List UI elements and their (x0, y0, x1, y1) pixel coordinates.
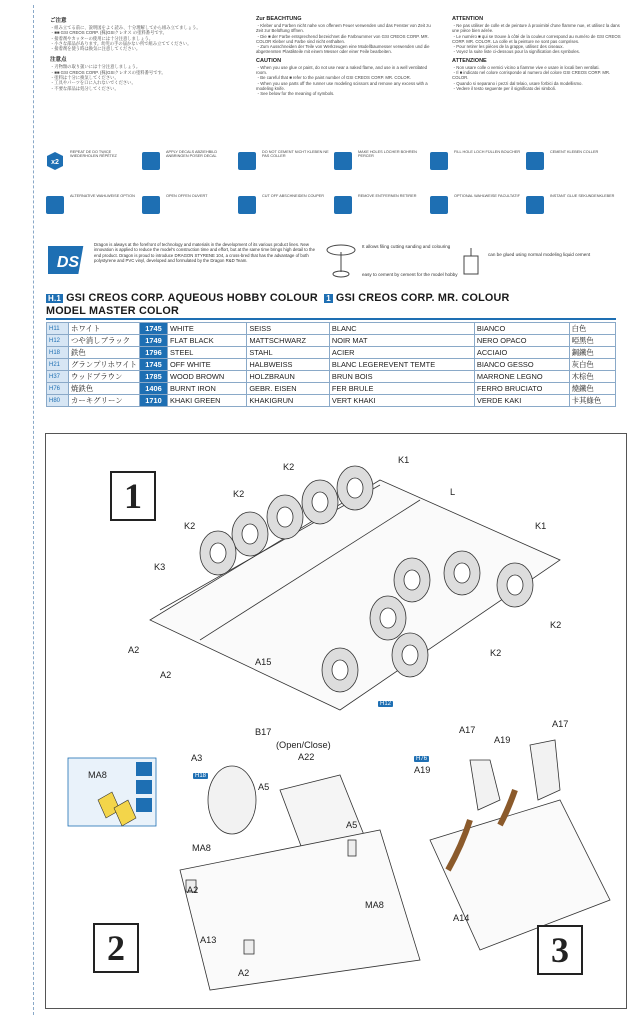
caution-title-en: CAUTION (256, 57, 282, 64)
part-k2: K2 (490, 648, 502, 658)
paint-cell-it: BIANCO GESSO (474, 359, 569, 371)
model-master-title: MODEL MASTER COLOR (46, 305, 616, 320)
road-wheel-hub (507, 575, 523, 595)
paint-cell-jp: つや消しブラック (69, 335, 140, 347)
paint-cell-fr: BRUN BOIS (329, 371, 474, 383)
paint-cell-jp: グランプリホワイト (69, 359, 140, 371)
paint-cell-it: FERRO BRUCIATO (474, 383, 569, 395)
banner-note-2: easy to cement by cement for the model hobby (362, 272, 458, 277)
part-k3: K3 (154, 562, 166, 572)
aqueous-badge: H.1 (48, 294, 62, 303)
road-wheel-hub (347, 478, 363, 498)
paint-cell-en: WHITE (168, 323, 247, 335)
notice-title-de: Zur BEACHTUNG (256, 16, 302, 22)
paint-cell-en: STEEL (168, 347, 247, 359)
paint-cell-fr: VERT KHAKI (329, 395, 474, 407)
paint-cell-num: 1785 (140, 371, 168, 383)
part-a2: A2 (187, 885, 199, 895)
mr-colour-badge: 1 (326, 294, 331, 303)
part-ma8: MA8 (365, 900, 384, 910)
paint-cell-cn: 白色 (569, 323, 615, 335)
part-a2: A2 (160, 670, 172, 680)
paint-tag-h76: H76 (416, 756, 428, 762)
paint-cell-num: 1710 (140, 395, 168, 407)
part-k2: K2 (283, 462, 295, 472)
banner-note-3: can be glued using normal modeling liquid cement (488, 252, 591, 257)
paint-cell-it: VERDE KAKI (474, 395, 569, 407)
road-wheel-hub (312, 492, 328, 512)
paint-cell-jp: ホワイト (69, 323, 140, 335)
paint-cell-cn: 啞黑色 (569, 335, 615, 347)
paint-cell-ref: H11 (47, 323, 69, 335)
paint-cell-de: MATTSCHWARZ (247, 335, 330, 347)
paint-cell-en: BURNT IRON (168, 383, 247, 395)
part-a5: A5 (258, 782, 270, 792)
paint-cell-de: HOLZBRAUN (247, 371, 330, 383)
part-ma8: MA8 (88, 770, 107, 780)
part-a17: A17 (459, 725, 476, 735)
caution-title-jp: 注意点 (50, 57, 67, 64)
paint-cell-jp: 鉄色 (69, 347, 140, 359)
paint-cell-de: HALBWEISS (247, 359, 330, 371)
road-wheel-hub (242, 524, 258, 544)
paint-cell-fr: BLANC (329, 323, 474, 335)
notice-column-de: Zur BEACHTUNG ・Kleber und Farben nicht nahe von offenem Feuer verwenden und das Fenster von Zeit zu Zeit zur Belüftung öffnen. ・Die ■ der Farbe entsprechend bezeichnet die Farbnummer von GSI CREOS CORP. MR. COLOR Kleber und Farbe sind nicht enthalten. ・Zum Ausschneiden der Teile von Werkzeugen eine Modellbaumesser verwenden und die abgetrennten Plastikteile mit einem Messer oder einer Feile bearbeiten. CAUTION ・When you use glue or paint, do not use near a naked flame, and use in a well ventilated room. ・Be careful that ■ refer to the paint number of GSI CREOS CORP. MR. COLOR. ・When you use parts off the runner use modeling scissors and remove any excess with a modeling knife. ・See below for the meaning of symbols. (256, 16, 431, 97)
notice-column-jp: ご注意 ・組み立てる前に、説明図をよく読み、十分理解してから組み立てましょう。 ・■■ GSI CREOS CORP. (株)GSIクレオス の塗料番号です。 ・接着剤やカッターの使用には十分注意しましょう。 ・小さな部品があります。幼児の手の届かない所で組み立ててください。 ・接着剤を使う時は換気に注意してください。 注意点 ・刃物類の取り扱いには十分注意しましょう。 ・■■ GSI CREOS CORP. (株)GSIクレオスの塗料番号です。 ・塗料は十分に換気してください。 ・工具やパーツを口に入れないでください。 ・不要な部品は処分してください。 (50, 16, 225, 91)
banner-text: Dragon is always at the forefront of technology and materials in the development of its various product lines. New innovation is applied to reduce the model's construction time and effort, but at the same time brings high detail to the end product. Dragon is proud to introduce DRAGON STYRENE 104, a cross-bred that has the advantage of both polystyrene and PVC vinyl, developed and formulated by the Dragon R&D Team. (94, 242, 315, 264)
part-a22: A22 (298, 752, 315, 762)
paint-cell-ref: H18 (47, 347, 69, 359)
paint-cell-fr: FER BRULE (329, 383, 474, 395)
paint-cell-fr: ACIER (329, 347, 474, 359)
part-a14: A14 (453, 913, 470, 923)
paint-cell-de: GEBR. EISEN (247, 383, 330, 395)
part-a2: A2 (128, 645, 140, 655)
road-wheel-hub (332, 660, 348, 680)
part-k2: K2 (550, 620, 562, 630)
road-wheel-hub (402, 645, 418, 665)
paint-cell-cn: 木棕色 (569, 371, 615, 383)
paint-cell-cn: 卡其綠色 (569, 395, 615, 407)
paint-cell-num: 1749 (140, 335, 168, 347)
banner-note-1: It allows filing cutting sanding and colouring (362, 244, 451, 249)
paint-cell-de: KHAKIGRUN (247, 395, 330, 407)
part-a3: A3 (191, 753, 203, 763)
part-a2: A2 (238, 968, 250, 978)
paint-cell-num: 1796 (140, 347, 168, 359)
paint-cell-num: 1745 (140, 323, 168, 335)
paint-cell-ref: H76 (47, 383, 69, 395)
paint-cell-it: MARRONE LEGNO (474, 371, 569, 383)
step-1-number: 1 (110, 471, 156, 521)
paint-tag-h12: H12 (380, 701, 392, 707)
paint-cell-jp: 焼鉄色 (69, 383, 140, 395)
paint-cell-cn: 灰白色 (569, 359, 615, 371)
part-a13: A13 (200, 935, 217, 945)
paint-cell-it: BIANCO (474, 323, 569, 335)
paint-cell-de: SEISS (247, 323, 330, 335)
part-a15: A15 (255, 657, 272, 667)
part-k2: K2 (233, 489, 245, 499)
paint-cell-ref: H12 (47, 335, 69, 347)
caution-title-it: ATTENZIONE (452, 57, 487, 64)
part-k2: K2 (184, 521, 196, 531)
road-wheel-hub (404, 570, 420, 590)
paint-cell-num: 1745 (140, 359, 168, 371)
road-wheel-hub (454, 563, 470, 583)
paint-cell-num: 1406 (140, 383, 168, 395)
part-ma8: MA8 (192, 843, 211, 853)
part-b17: B17 (255, 727, 272, 737)
paint-cell-jp: カーキグリーン (69, 395, 140, 407)
paint-cell-cn: 鋼鐵色 (569, 347, 615, 359)
aqueous-title: GSI CREOS CORP. AQUEOUS HOBBY COLOUR (66, 292, 318, 304)
notice-title-jp: ご注意 (50, 18, 67, 24)
paint-cell-fr: NOIR MAT (329, 335, 474, 347)
svg-text:x2: x2 (51, 159, 59, 166)
part-k1: K1 (535, 521, 547, 531)
notice-column-fr: ATTENTION ・Ne pas utiliser de colle et de peinture à proximité d'une flamme nue, et utilisez la dans une pièce bien aérée. ・Le numéro ■ qui se trouve à côté de la couleur correspond au numéro de GSI CREOS CORP. MR. COLOR. La colle et la peinture ne sont pas comprises. ・Pour retirer les pièces de la grappe, utilisez des ciseaux. ・Voyez la suite liste ci-dessous pour la signification des symboles. ATTENZIONE ・Non usare colle o vernici vicino a fiamme vive e usare in locali ben ventilati. ・Il ■ indicato nel colore corrisponde al numero del colore GSI CREOS CORP. MR. COLOR. ・Quando si separano i pezzi dal telaio, usare forbici da modellismo. ・Vedere il testo seguente per il significato dei simboli. (452, 16, 627, 91)
paint-cell-it: ACCIAIO (474, 347, 569, 359)
part-k1: K1 (398, 455, 410, 465)
part-a19: A19 (494, 735, 511, 745)
step-3-number: 3 (537, 925, 583, 975)
paint-cell-en: WOOD BROWN (168, 371, 247, 383)
paint-cell-fr: BLANC LEGEREVENT TEMTE (329, 359, 474, 371)
part-a17: A17 (552, 719, 569, 729)
part-l: L (450, 487, 456, 497)
paint-cell-en: KHAKI GREEN (168, 395, 247, 407)
open-close-note: (Open/Close) (276, 740, 331, 750)
road-wheel-hub (210, 543, 226, 563)
step-2-number: 2 (93, 923, 139, 973)
paint-cell-de: STAHL (247, 347, 330, 359)
mr-colour-title: GSI CREOS CORP. MR. COLOUR (335, 292, 510, 304)
symbol-legend: x2 REPEAT DE DO TWICE WIEDERHOLEN RÉPÉTEZ APPLY DECALS ABZIEHBILD ANBRINGEN POSER DECAL DO NOT CEMENT NICHT KLEBEN NE PAS COLLER MAKE HOLES LÖCHER BOHREN PERCER FILL HOLE LOCH FÜLLEN BOUCHER CEMENT KLEBEN COLLER ALTERNATIVE WAHLWEISE OPTION OPEN OFFEN OUVERT CUT OFF ABSCHNEIDEN COUPER REMOVE ENTFERNEN RETIRER OPTIONAL WAHLWEISE FACULTATIF INSTANT GLUE SEKUNDENKLEBER (46, 150, 626, 240)
paint-cell-jp: ウッドブラウン (69, 371, 140, 383)
paint-cell-cn: 燒鐵色 (569, 383, 615, 395)
paint-tag-h18: H18 (195, 773, 207, 779)
paint-cell-it: NERO OPACO (474, 335, 569, 347)
road-wheel-hub (277, 507, 293, 527)
part-a19: A19 (414, 765, 431, 775)
paint-cell-ref: H37 (47, 371, 69, 383)
paint-cell-ref: H80 (47, 395, 69, 407)
paint-cell-en: FLAT BLACK (168, 335, 247, 347)
notice-title-fr: ATTENTION (452, 16, 484, 22)
part-a5: A5 (346, 820, 358, 830)
svg-text:DS: DS (56, 254, 80, 271)
paint-cell-en: OFF WHITE (168, 359, 247, 371)
paint-cell-ref: H21 (47, 359, 69, 371)
road-wheel-hub (380, 608, 396, 628)
